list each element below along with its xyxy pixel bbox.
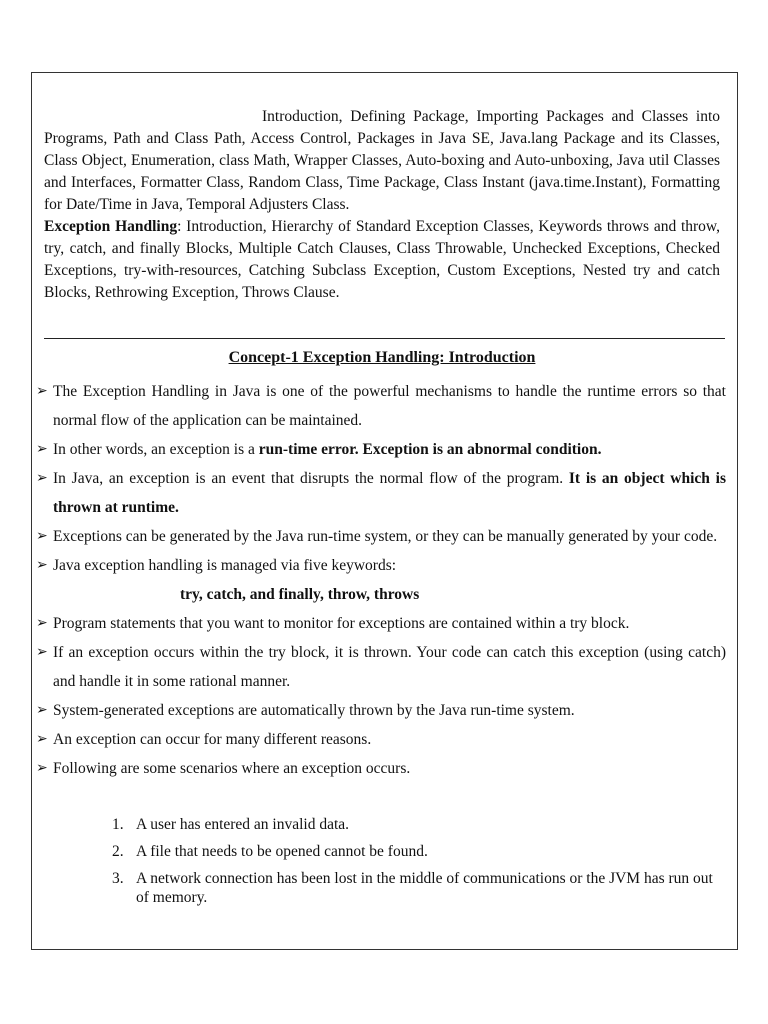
- bullet-item: [36, 551, 726, 580]
- exception-topics: [44, 216, 720, 304]
- bullet-text: The Exception Handling in Java is one of the powerful mechanisms to handle the runtime errors so that normal flow of the application can be maintained.: [53, 383, 726, 429]
- section-divider: [44, 338, 725, 339]
- exception-topics-text: : Introduction, Hierarchy of Standard Exception Classes, Keywords throws and throw, try, catch, and finally Blocks, Multiple Catch Clauses, Class Throwable, Unchecked Exceptions, Checked Exceptions, try-with-resources, Catching Subclass Exception, Custom Exceptions, Nested try and catch Blocks, Rethrowing Exception, Throws Clause.: [44, 218, 720, 301]
- bullet-text: Following are some scenarios where an exception occurs.: [53, 760, 411, 777]
- list-text: A user has entered an invalid data.: [136, 816, 350, 833]
- list-text: A file that needs to be opened cannot be found.: [136, 843, 428, 860]
- arrow-bullet-icon: ➢: [36, 645, 48, 660]
- bullet-item: [36, 638, 726, 696]
- arrow-bullet-icon: ➢: [36, 761, 48, 776]
- bullet-text: System-generated exceptions are automatically thrown by the Java run-time system.: [53, 702, 575, 719]
- bullet-text: [53, 435, 726, 464]
- exception-handling-label: Exception Handling: [44, 218, 178, 235]
- bullet-item: [36, 754, 726, 783]
- list-text: A network connection has been lost in the middle of communications or the JVM has run out of memory.: [136, 870, 713, 906]
- list-item: [112, 842, 720, 861]
- list-number: 2.: [112, 843, 124, 860]
- bullet-emphasis: It is an object which is thrown at runtime.: [53, 470, 726, 516]
- arrow-bullet-icon: ➢: [36, 558, 48, 573]
- package-topics: Introduction, Defining Package, Importing Packages and Classes into Programs, Path and Class Path, Access Control, Packages in Java SE, Java.lang Package and its Classes, Class Object, Enumeration, class Math, Wrapper Classes, Auto-boxing and Auto-unboxing, Java util Classes and Interfaces, Formatter Class, Random Class, Time Package, Class Instant (java.time.Instant), Formatting for Date/Time in Java, Temporal Adjusters Class.: [44, 108, 720, 213]
- bullet-text: Program statements that you want to monitor for exceptions are contained within a try block.: [53, 615, 630, 632]
- bullet-text: If an exception occurs within the try block, it is thrown. Your code can catch this exception (using catch) and handle it in some rational manner.: [53, 644, 726, 690]
- bullet-text: Exceptions can be generated by the Java run-time system, or they can be manually generated by your code.: [53, 528, 718, 545]
- bullet-emphasis: run-time error. Exception is an abnormal condition.: [258, 441, 602, 458]
- bullet-item: [36, 696, 726, 725]
- keywords-line: try, catch, and finally, throw, throws: [180, 586, 420, 603]
- page-title: Concept-1 Exception Handling: Introduction: [228, 349, 536, 366]
- list-item: [112, 815, 720, 834]
- bullet-list: [36, 377, 726, 783]
- bullet-item: [36, 464, 726, 522]
- bullet-text: Java exception handling is managed via five keywords:: [53, 557, 397, 574]
- arrow-bullet-icon: ➢: [36, 384, 48, 399]
- bullet-item: [36, 522, 726, 551]
- arrow-bullet-icon: ➢: [36, 732, 48, 747]
- arrow-bullet-icon: ➢: [36, 616, 48, 631]
- bullet-item: [36, 609, 726, 638]
- bullet-text: An exception can occur for many different reasons.: [53, 731, 372, 748]
- arrow-bullet-icon: ➢: [36, 442, 48, 457]
- bullet-plain: In Java, an exception is an event that disrupts the normal flow of the program.: [53, 470, 569, 487]
- bullet-item: [36, 725, 726, 754]
- bullet-item: [36, 435, 726, 464]
- bullet-text: [53, 464, 726, 522]
- list-item: [112, 869, 720, 907]
- list-number: 1.: [112, 816, 124, 833]
- arrow-bullet-icon: ➢: [36, 703, 48, 718]
- arrow-bullet-icon: ➢: [36, 471, 48, 486]
- scenario-list: [112, 815, 720, 915]
- syllabus-intro: [44, 106, 720, 304]
- arrow-bullet-icon: ➢: [36, 529, 48, 544]
- bullet-item: [36, 377, 726, 435]
- list-number: 3.: [112, 870, 124, 887]
- bullet-plain: In other words, an exception is a: [53, 441, 259, 458]
